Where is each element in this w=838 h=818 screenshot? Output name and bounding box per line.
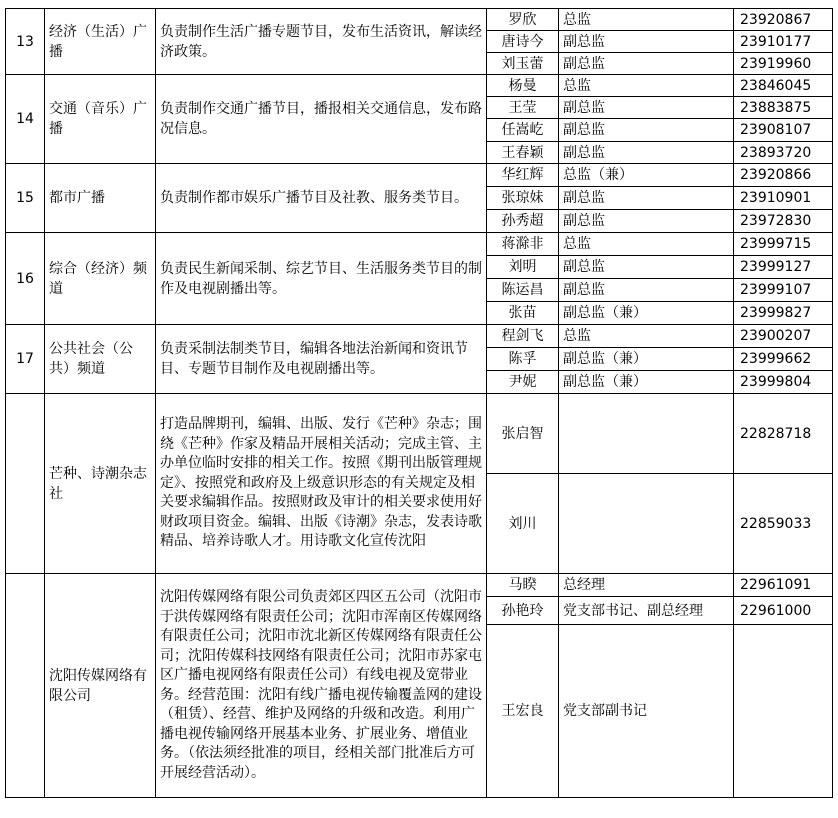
- person-phone: 23999827: [734, 302, 833, 325]
- responsibility: 负责制作都市娱乐广播节目及社教、服务类节目。: [156, 164, 487, 233]
- person-name: 唐诗今: [487, 31, 559, 53]
- person-name: 刘玉蕾: [487, 53, 559, 75]
- person-phone: 23999662: [734, 348, 833, 371]
- person-title: 总监: [559, 233, 734, 256]
- person-title: 副总监: [559, 97, 734, 119]
- row-number: 16: [6, 233, 45, 325]
- person-title: 副总监: [559, 142, 734, 164]
- person-name: 任嵩屹: [487, 119, 559, 142]
- person-phone: 23999127: [734, 256, 833, 279]
- person-title: 副总监: [559, 256, 734, 279]
- person-name: 罗欣: [487, 9, 559, 31]
- person-name: 尹妮: [487, 371, 559, 394]
- person-phone: 23972830: [734, 210, 833, 233]
- person-name: 刘明: [487, 256, 559, 279]
- person-title: 副总监: [559, 31, 734, 53]
- person-title: 总监（兼）: [559, 164, 734, 187]
- person-name: 刘川: [487, 474, 559, 574]
- responsibility: 负责民生新闻采制、综艺节目、生活服务类节目的制作及电视剧播出等。: [156, 233, 487, 325]
- person-name: 王春颖: [487, 142, 559, 164]
- table-row: [6, 164, 833, 187]
- row-number: [6, 574, 45, 798]
- unit-name: 经济（生活）广播: [45, 9, 156, 75]
- person-title: 副总监: [559, 210, 734, 233]
- row-number: 14: [6, 75, 45, 164]
- person-name: 王莹: [487, 97, 559, 119]
- unit-name: 沈阳传媒网络有限公司: [45, 574, 156, 798]
- person-title: [559, 474, 734, 574]
- person-name: 陈运昌: [487, 279, 559, 302]
- row-number: [6, 394, 45, 574]
- person-phone: 22961091: [734, 574, 833, 597]
- responsibility: 负责制作生活广播专题节目，发布生活资讯，解读经济政策。: [156, 9, 487, 75]
- person-phone: 22859033: [734, 474, 833, 574]
- row-number: 13: [6, 9, 45, 75]
- person-name: 程剑飞: [487, 325, 559, 348]
- person-title: 副总监: [559, 119, 734, 142]
- unit-name: 芒种、诗潮杂志社: [45, 394, 156, 574]
- person-phone: 23920866: [734, 164, 833, 187]
- person-phone: 23883875: [734, 97, 833, 119]
- table-row: [6, 233, 833, 256]
- person-phone: 23999715: [734, 233, 833, 256]
- table-row: [6, 574, 833, 597]
- person-title: 总经理: [559, 574, 734, 597]
- row-number: 17: [6, 325, 45, 394]
- person-phone: 23910177: [734, 31, 833, 53]
- person-title: 副总监: [559, 53, 734, 75]
- table-row: [6, 394, 833, 474]
- person-title: 副总监: [559, 187, 734, 210]
- staff-table: [5, 8, 833, 798]
- person-title: 党支部副书记: [559, 625, 734, 798]
- person-name: 张苗: [487, 302, 559, 325]
- person-phone: 22828718: [734, 394, 833, 474]
- person-phone: 23999107: [734, 279, 833, 302]
- person-name: 孙秀超: [487, 210, 559, 233]
- person-title: 总监: [559, 325, 734, 348]
- unit-name: 都市广播: [45, 164, 156, 233]
- table-row: [6, 325, 833, 348]
- responsibility: 负责制作交通广播节目，播报相关交通信息，发布路况信息。: [156, 75, 487, 164]
- person-phone: 23846045: [734, 75, 833, 97]
- person-title: 总监: [559, 75, 734, 97]
- person-phone: 23999804: [734, 371, 833, 394]
- person-name: 王宏良: [487, 625, 559, 798]
- unit-name: 综合（经济）频道: [45, 233, 156, 325]
- person-name: 陈孚: [487, 348, 559, 371]
- person-name: 华红辉: [487, 164, 559, 187]
- person-name: 马睽: [487, 574, 559, 597]
- person-phone: 23910901: [734, 187, 833, 210]
- unit-name: 公共社会（公共）频道: [45, 325, 156, 394]
- person-title: 副总监: [559, 279, 734, 302]
- person-phone: 23919960: [734, 53, 833, 75]
- person-phone: 23920867: [734, 9, 833, 31]
- person-name: 蒋滁非: [487, 233, 559, 256]
- responsibility: 负责采制法制类节目，编辑各地法治新闻和资讯节目、专题节目制作及电视剧播出等。: [156, 325, 487, 394]
- person-title: 副总监（兼）: [559, 302, 734, 325]
- person-name: 张琼妹: [487, 187, 559, 210]
- table-row: [6, 9, 833, 31]
- person-name: 孙艳玲: [487, 597, 559, 625]
- person-phone: 23893720: [734, 142, 833, 164]
- responsibility: 沈阳传媒网络有限公司负责郊区四区五公司（沈阳市于洪传媒网络有限责任公司；沈阳市浑南区传媒网络有限责任公司；沈阳市沈北新区传媒网络有限责任公司；沈阳传媒科技网络有限责任公司；沈阳市苏家屯区广播电视网络有限责任公司）有线电视及宽带业务。经营范围：沈阳有线广播电视传输覆盖网的建设（租赁）、经营、维护及网络的升级和改造。利用广播电视传输网络开展基本业务、扩展业务、增值业务。（依法须经批准的项目，经相关部门批准后方可开展经营活动）。: [156, 574, 487, 798]
- person-title: 副总监（兼）: [559, 371, 734, 394]
- person-phone: [734, 625, 833, 798]
- person-name: 张启智: [487, 394, 559, 474]
- person-title: 总监: [559, 9, 734, 31]
- person-phone: 23900207: [734, 325, 833, 348]
- table-row: [6, 75, 833, 97]
- person-title: 副总监（兼）: [559, 348, 734, 371]
- person-title: 党支部书记、副总经理: [559, 597, 734, 625]
- responsibility: 打造品牌期刊，编辑、出版、发行《芒种》杂志；围绕《芒种》作家及精品开展相关活动；完成主管、主办单位临时安排的相关工作。按照《期刊出版管理规定》、按照党和政府及上级意识形态的有关规定及相关要求编辑作品。按照财政及审计的相关要求使用好财政项目资金。编辑、出版《诗潮》杂志，发表诗歌精品、培养诗歌人才。用诗歌文化宣传沈阳: [156, 394, 487, 574]
- row-number: 15: [6, 164, 45, 233]
- person-phone: 22961000: [734, 597, 833, 625]
- person-name: 杨曼: [487, 75, 559, 97]
- person-title: [559, 394, 734, 474]
- unit-name: 交通（音乐）广播: [45, 75, 156, 164]
- person-phone: 23908107: [734, 119, 833, 142]
